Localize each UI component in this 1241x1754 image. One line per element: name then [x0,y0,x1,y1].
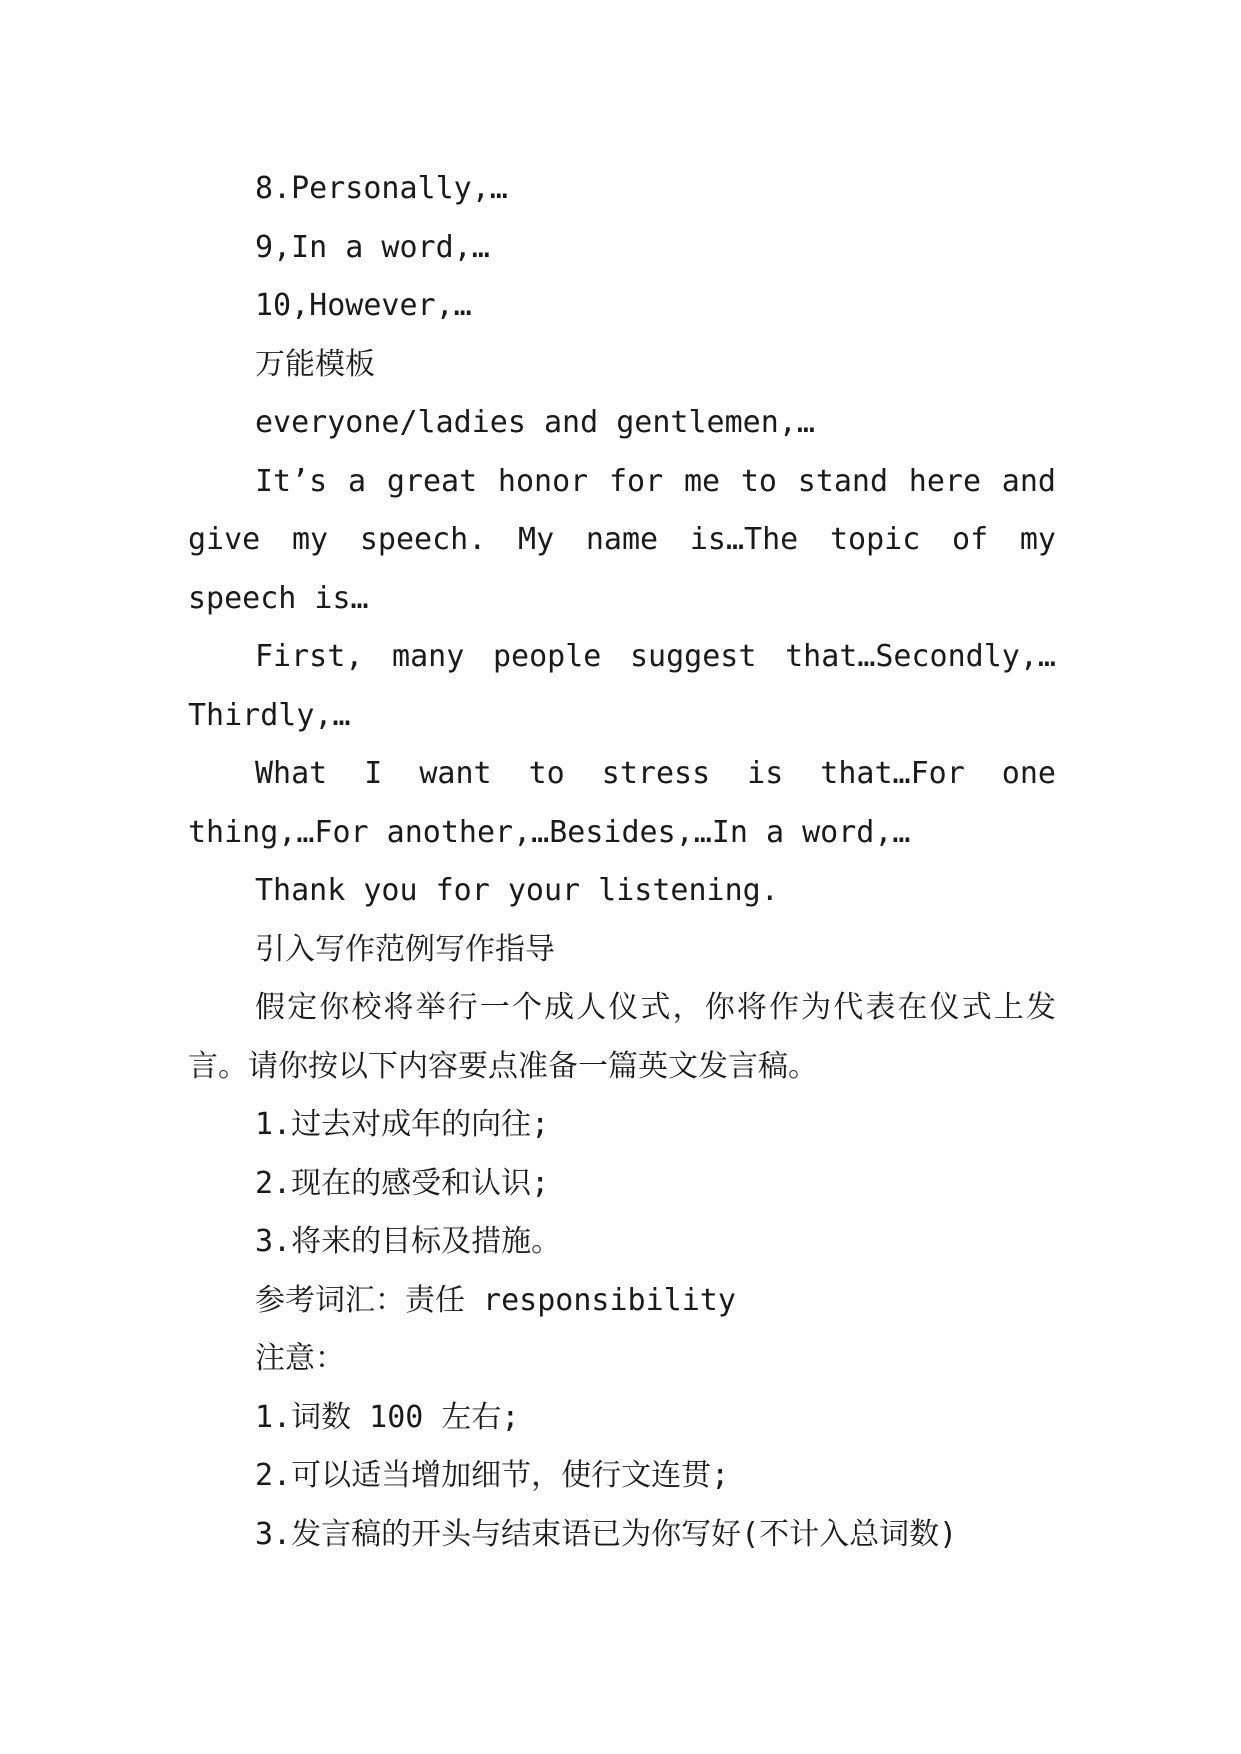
note-item-2: 2.可以适当增加细节，使行文连贯; [255,1458,730,1493]
template-greeting: everyone/ladies and gentlemen,… [255,405,815,440]
task-point-1: 1.过去对成年的向往; [255,1107,550,1142]
task-description: 假定你校将举行一个成人仪式，你将作为代表在仪式上发言。请你按以下内容要点准备一篇英文发言稿。 [188,990,1056,1084]
template-stress: What I want to stress is that…For one thing,…For another,…Besides,…In a word,… [188,756,1056,850]
document-body [188,160,1056,1564]
note-item-3: 3.发言稿的开头与结束语已为你写好(不计入总词数) [255,1516,958,1552]
task-point-2: 2.现在的感受和认识; [255,1165,550,1201]
reference-vocabulary: 参考词汇：责任 responsibility [255,1282,736,1318]
note-item-1: 1.词数 100 左右; [255,1399,520,1435]
list-item-however: 10,However,… [255,288,472,323]
list-item-personally: 8.Personally,… [255,171,508,206]
notes-heading: 注意： [255,1341,345,1376]
section-heading-example: 引入写作范例写作指导 [255,931,555,967]
template-body-points: First, many people suggest that…Secondly,…Thirdly,… [188,639,1056,733]
template-closing: Thank you for your listening. [255,873,779,908]
list-item-in-a-word: 9,In a word,… [255,229,490,265]
task-point-3: 3.将来的目标及措施。 [255,1224,562,1259]
template-opening: It’s a great honor for me to stand here and give my speech. My name is…The topic of my speech is… [188,463,1056,616]
section-heading-template: 万能模板 [255,346,375,382]
